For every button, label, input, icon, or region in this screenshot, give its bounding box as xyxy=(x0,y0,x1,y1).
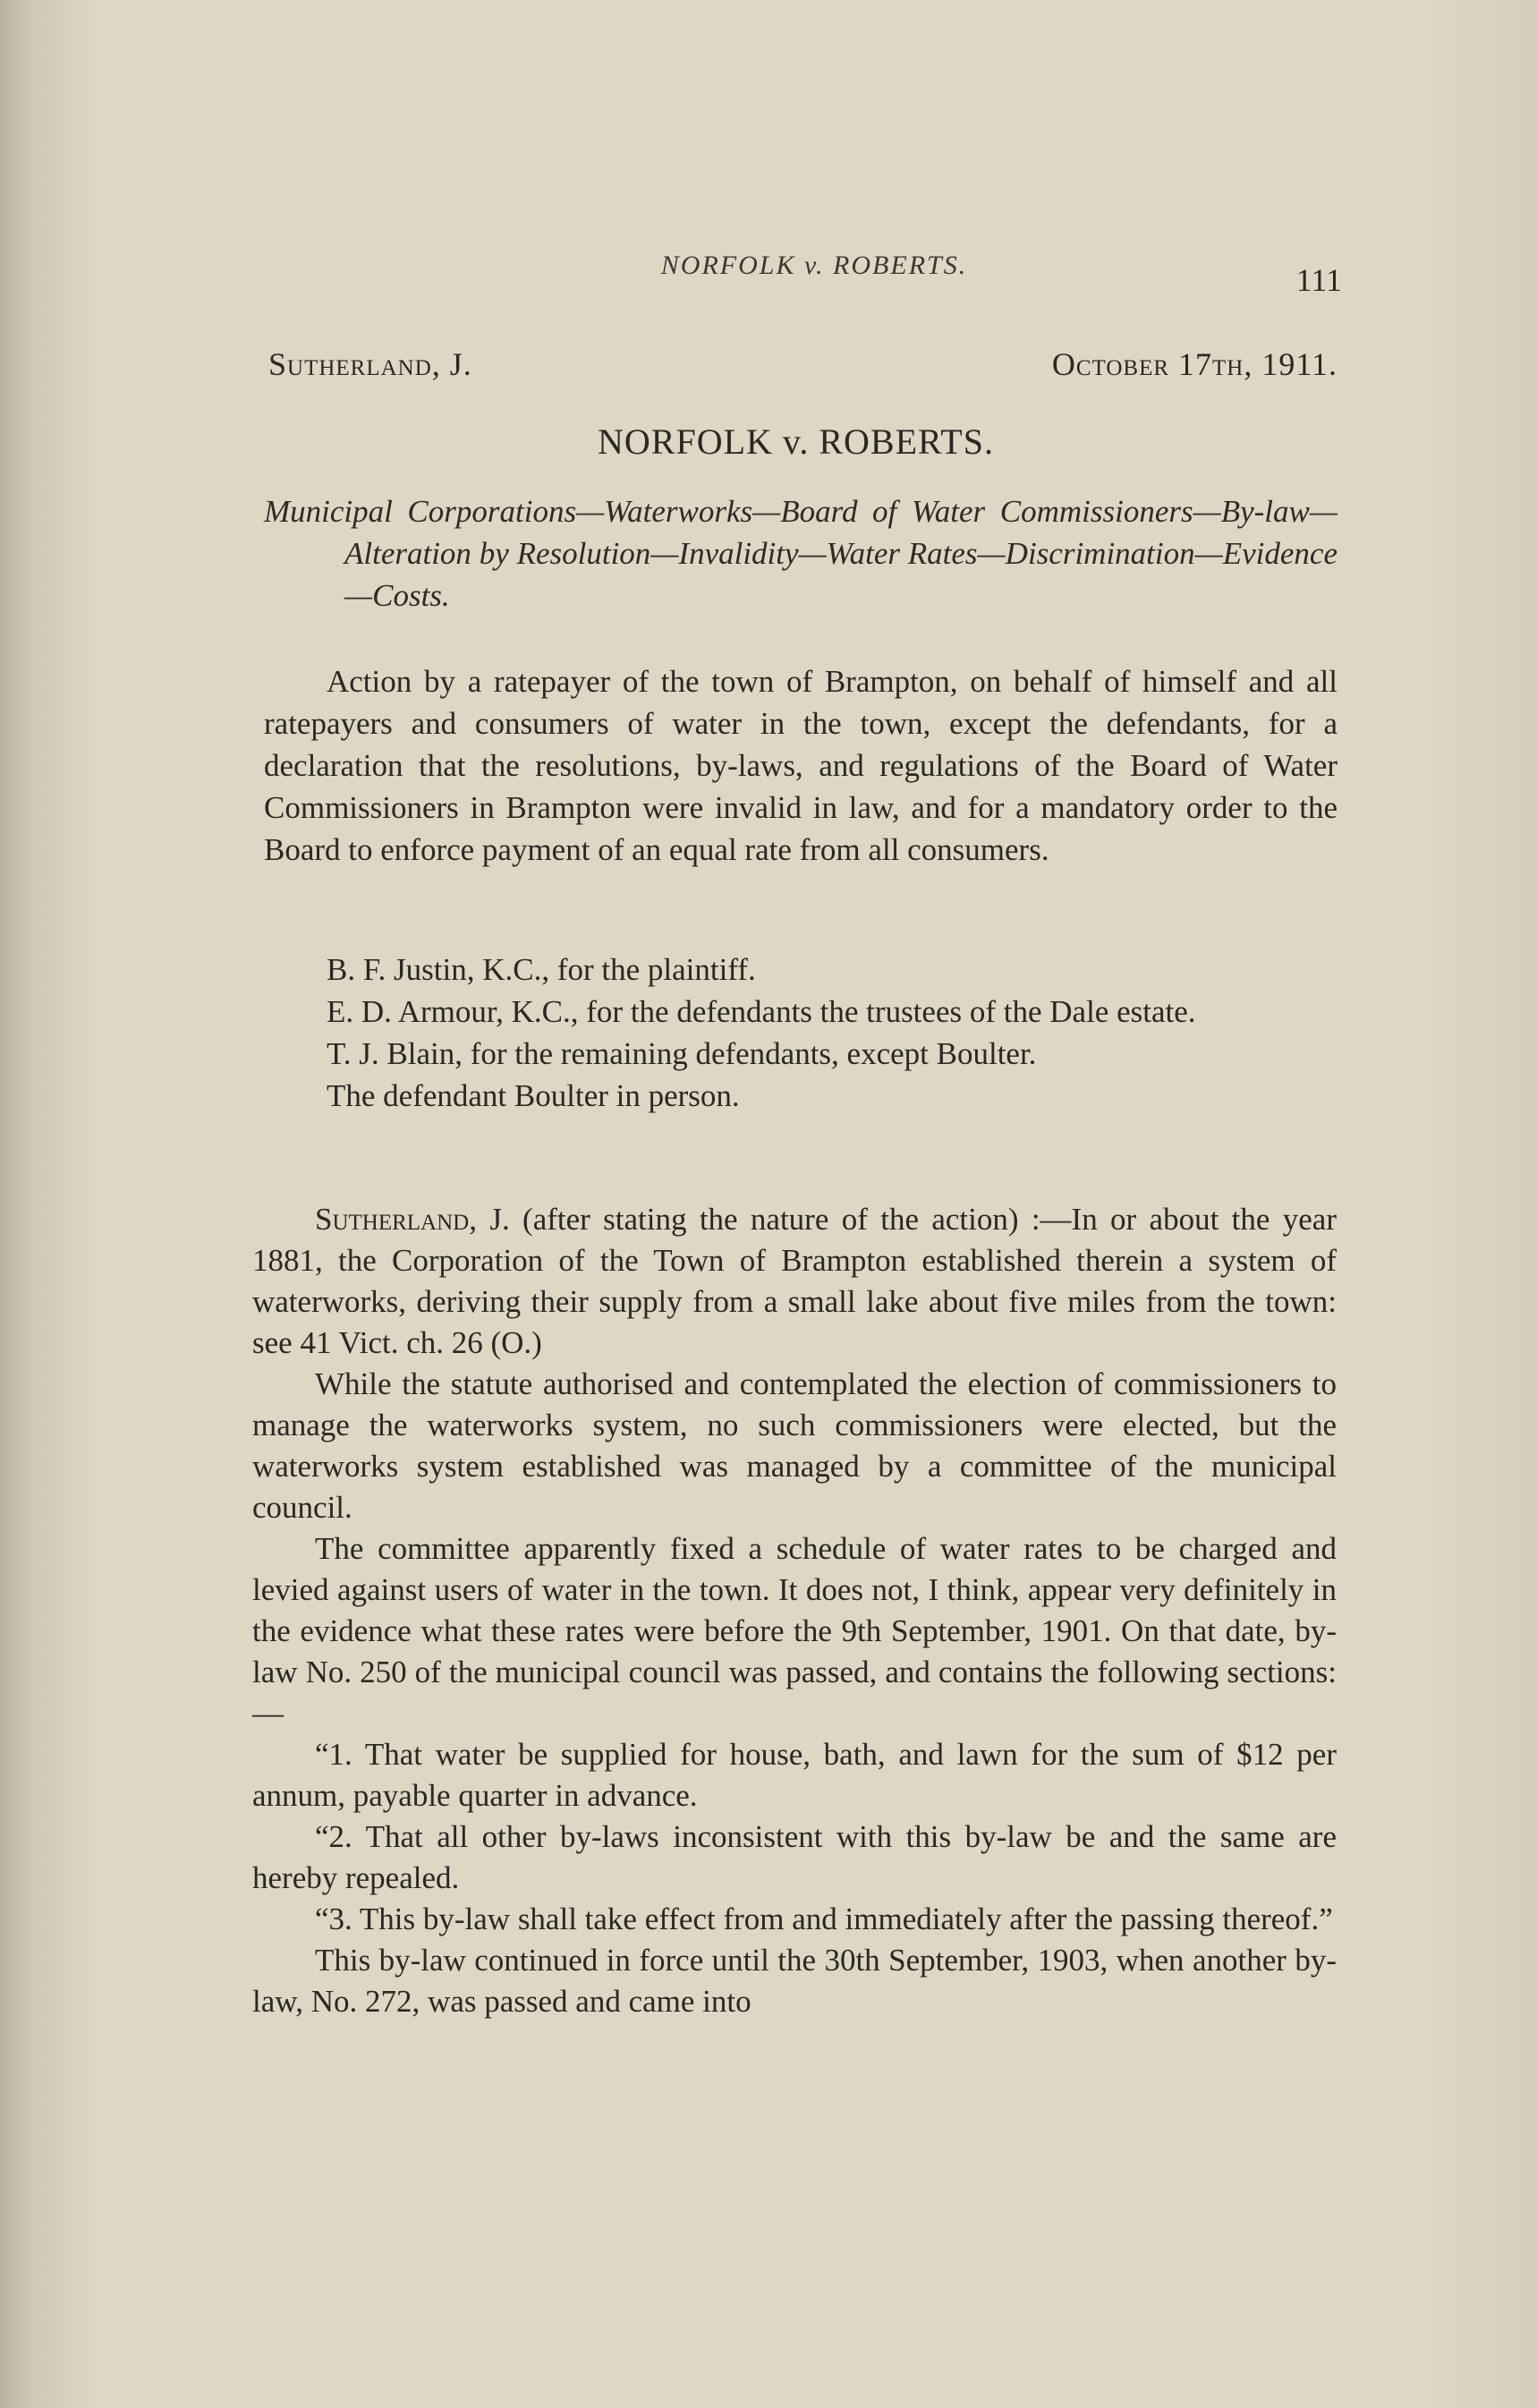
case-header xyxy=(268,345,1337,383)
opinion-paragraph: “1. That water be supplied for house, bath, and lawn for the sum of $12 per annum, payable quarter in advance. xyxy=(252,1737,1337,1813)
opinion-paragraph: The committee apparently fixed a schedule of water rates to be charged and levied against users of water in the town. It does not, I think, appear very definitely in the evidence what these rates were before the 9th September, 1901. On that date, by-law No. 250 of the municipal council was passed, and contains the following sections:— xyxy=(252,1531,1337,1731)
case-summary: Action by a ratepayer of the town of Brampton, on behalf of himself and all ratepayers and consumers of water in the town, except the defendants, for a declaration that the resolutions, by-laws, and regulations of the Board of Water Commissioners in Brampton were invalid in law, and for a mandatory order to the Board to enforce payment of an equal rate from all consumers. xyxy=(264,664,1337,867)
judge-name: Sutherland, J. xyxy=(268,346,472,382)
running-head: NORFOLK v. ROBERTS. xyxy=(660,251,968,280)
opinion-paragraph: This by-law continued in force until the 30th September, 1903, when another by-law, No. 272, was passed and came into xyxy=(252,1943,1337,2019)
opinion-paragraph: “2. That all other by-laws inconsistent with this by-law be and the same are hereby repealed. xyxy=(252,1819,1337,1895)
page-number: 111 xyxy=(1295,262,1342,298)
decision-date: October 17th, 1911. xyxy=(1051,346,1337,382)
opinion-paragraph xyxy=(252,1199,1337,1364)
counsel-list xyxy=(264,949,1337,1117)
counsel-entry: The defendant Boulter in person. xyxy=(327,1078,740,1113)
opinion-intro: (after stating the nature of the action) :—In or about the year 1881, the Corporation of the Town of Brampton established therein a system of waterworks, deriving their supply from a small lake about five miles from the town: see 41 Vict. ch. 26 (O.) xyxy=(252,1202,1337,1360)
case-title: NORFOLK v. ROBERTS. xyxy=(598,421,994,462)
headnote: Municipal Corporations—Waterworks—Board of Water Commissioners—By-law—Alteration by Resolution—Invalidity—Water Rates—Discrimination—Evidence—Costs. xyxy=(264,494,1337,613)
counsel-entry: T. J. Blain, for the remaining defendants, except Boulter. xyxy=(327,1036,1037,1071)
counsel-entry: B. F. Justin, K.C., for the plaintiff. xyxy=(327,952,756,987)
counsel-entry: E. D. Armour, K.C., for the defendants the trustees of the Dale estate. xyxy=(327,994,1196,1029)
opinion-judge: Sutherland, J. xyxy=(315,1202,510,1237)
opinion-paragraph: “3. This by-law shall take effect from and immediately after the passing thereof.” xyxy=(315,1902,1333,1936)
opinion-text xyxy=(252,1199,1337,2022)
opinion-paragraph: While the statute authorised and contemplated the election of commissioners to manage the waterworks system, no such commissioners were elected, but the waterworks system established was managed by a committee of the municipal council. xyxy=(252,1366,1337,1525)
